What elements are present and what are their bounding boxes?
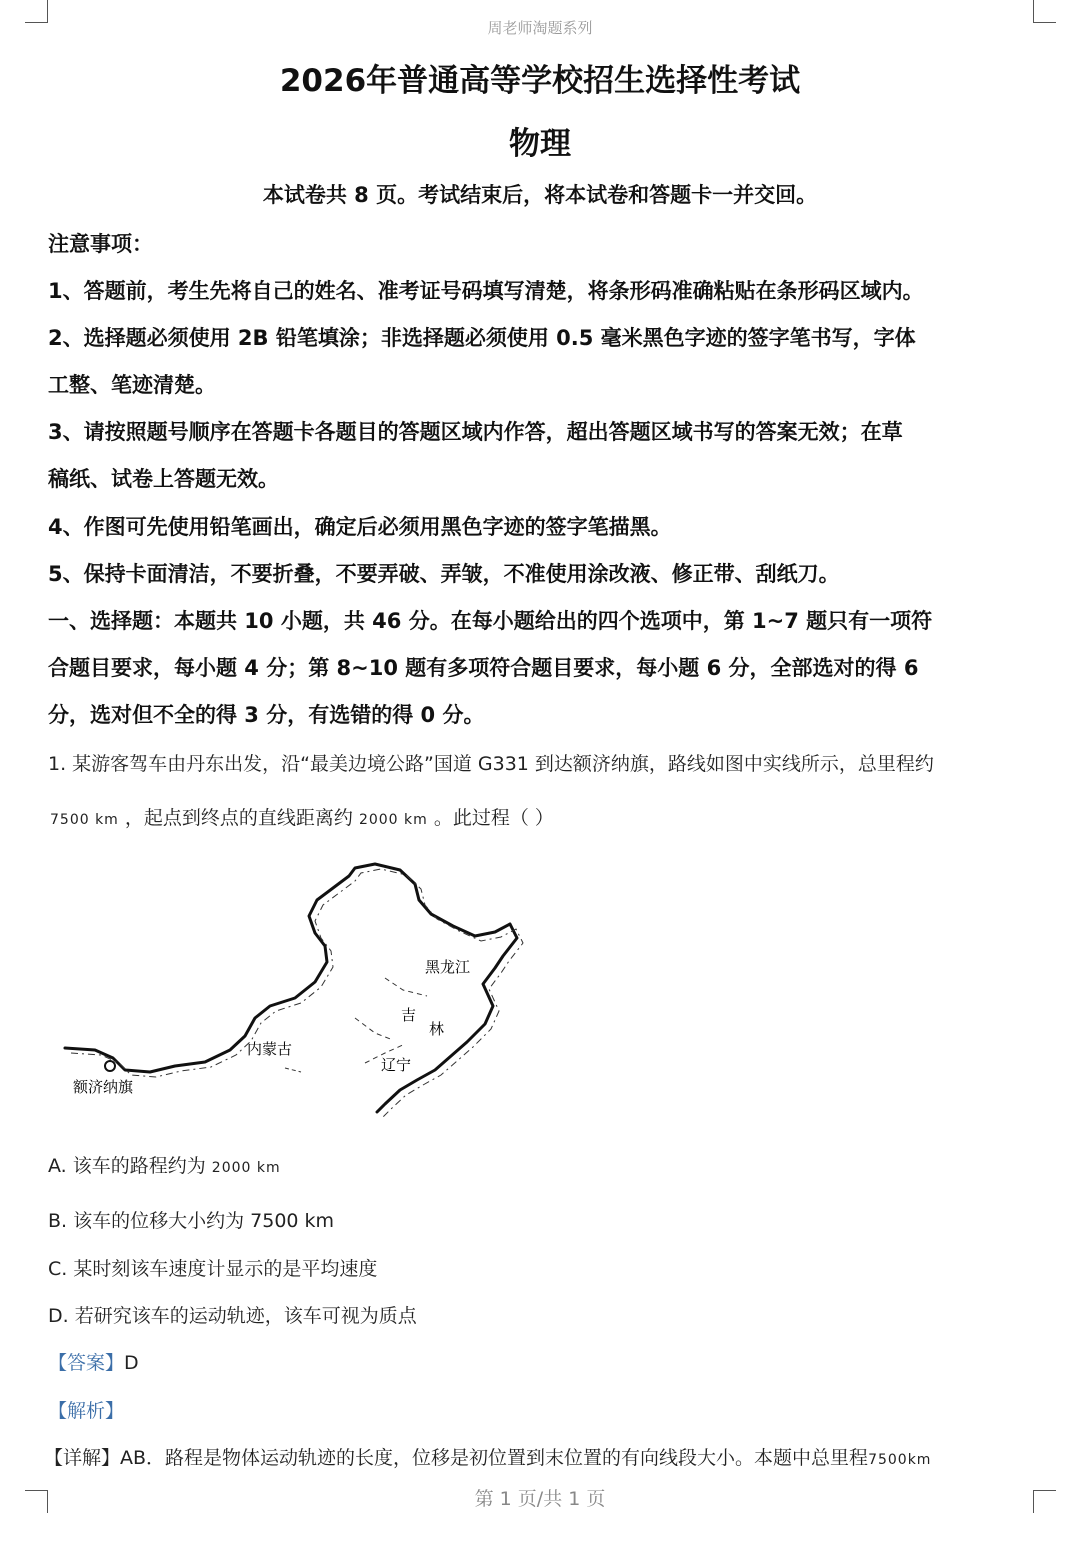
- detail-value: 7500km: [868, 1452, 932, 1468]
- analysis-label: 【解析】: [48, 1400, 125, 1422]
- option-d: D. 若研究该车的运动轨迹，该车可视为质点: [48, 1305, 417, 1327]
- stem-text-end: 。此过程（ ）: [433, 807, 554, 829]
- notice-line: 1、答题前，考生先将自己的姓名、准考证号码填写清楚，将条形码准确粘贴在条形码区域内。: [48, 279, 924, 303]
- notice-line: 工整、笔迹清楚。: [48, 373, 216, 397]
- detail-label: 【详解】: [44, 1447, 121, 1469]
- map-label-jilin-1: 吉: [401, 1008, 417, 1024]
- option-a-value: 2000 km: [211, 1160, 281, 1176]
- notice-heading: 注意事项：: [48, 232, 153, 256]
- answer-label: 【答案】: [48, 1352, 125, 1374]
- option-c: C. 某时刻该车速度计显示的是平均速度: [48, 1258, 378, 1280]
- notice-line: 4、作图可先使用铅笔画出，确定后必须用黑色字迹的签字笔描黑。: [48, 515, 672, 539]
- option-a-text: A. 该车的路程约为: [48, 1155, 206, 1177]
- exam-title: 2026年普通高等学校招生选择性考试: [279, 63, 801, 99]
- answer-value: D: [124, 1352, 139, 1374]
- page-footer: 第 1 页/共 1 页: [474, 1488, 606, 1510]
- detail-line: [44, 1443, 931, 1470]
- map-label-liaoning: 辽宁: [381, 1058, 412, 1074]
- notice-line: 稿纸、试卷上答题无效。: [48, 467, 279, 491]
- answer-line: [48, 1348, 139, 1375]
- straight-distance-value: 2000 km: [358, 812, 428, 828]
- detail-text: AB．路程是物体运动轨迹的长度，位移是初位置到末位置的有向线段大小。本题中总里程: [120, 1447, 869, 1469]
- notice-line: 3、请按照题号顺序在答题卡各题目的答题区域内作答，超出答题区域书写的答案无效；在草: [48, 420, 903, 444]
- section-instructions-line: 合题目要求，每小题 4 分；第 8~10 题有多项符合题目要求，每小题 6 分，全部选对的得 6: [48, 656, 919, 680]
- section-instructions-line: 分，选对但不全的得 3 分，有选错的得 0 分。: [48, 703, 485, 727]
- map-label-neimenggu: 内蒙古: [247, 1042, 293, 1058]
- section-instructions-line: 一、选择题：本题共 10 小题，共 46 分。在每小题给出的四个选项中，第 1~7 题只有一项符: [48, 609, 933, 633]
- notice-line: 2、选择题必须使用 2B 铅笔填涂；非选择题必须使用 0.5 毫米黑色字迹的签字笔书写，字体: [48, 326, 916, 350]
- page-header: 周老师淘题系列: [487, 19, 593, 37]
- map-label-ejinaqi: 额济纳旗: [73, 1080, 134, 1096]
- option-a: [48, 1151, 281, 1178]
- map-label-heilongjiang: 黑龙江: [425, 960, 471, 976]
- question-1-stem: 1. 某游客驾车由丹东出发，沿“最美边境公路”国道 G331 到达额济纳旗，路线如图中实线所示，总里程约: [48, 753, 934, 775]
- question-1-stem-line-2: [50, 803, 554, 830]
- exam-subject: 物理: [509, 126, 571, 162]
- exam-intro: 本试卷共 8 页。考试结束后，将本试卷和答题卡一并交回。: [262, 183, 818, 207]
- route-map: [55, 858, 525, 1128]
- total-distance-value: 7500 km: [50, 812, 119, 828]
- stem-text: ，起点到终点的直线距离约: [124, 807, 353, 829]
- option-b: B. 该车的位移大小约为 7500 km: [48, 1210, 335, 1232]
- map-label-jilin-2: 林: [429, 1022, 445, 1038]
- notice-line: 5、保持卡面清洁，不要折叠，不要弄破、弄皱，不准使用涂改液、修正带、刮纸刀。: [48, 562, 840, 586]
